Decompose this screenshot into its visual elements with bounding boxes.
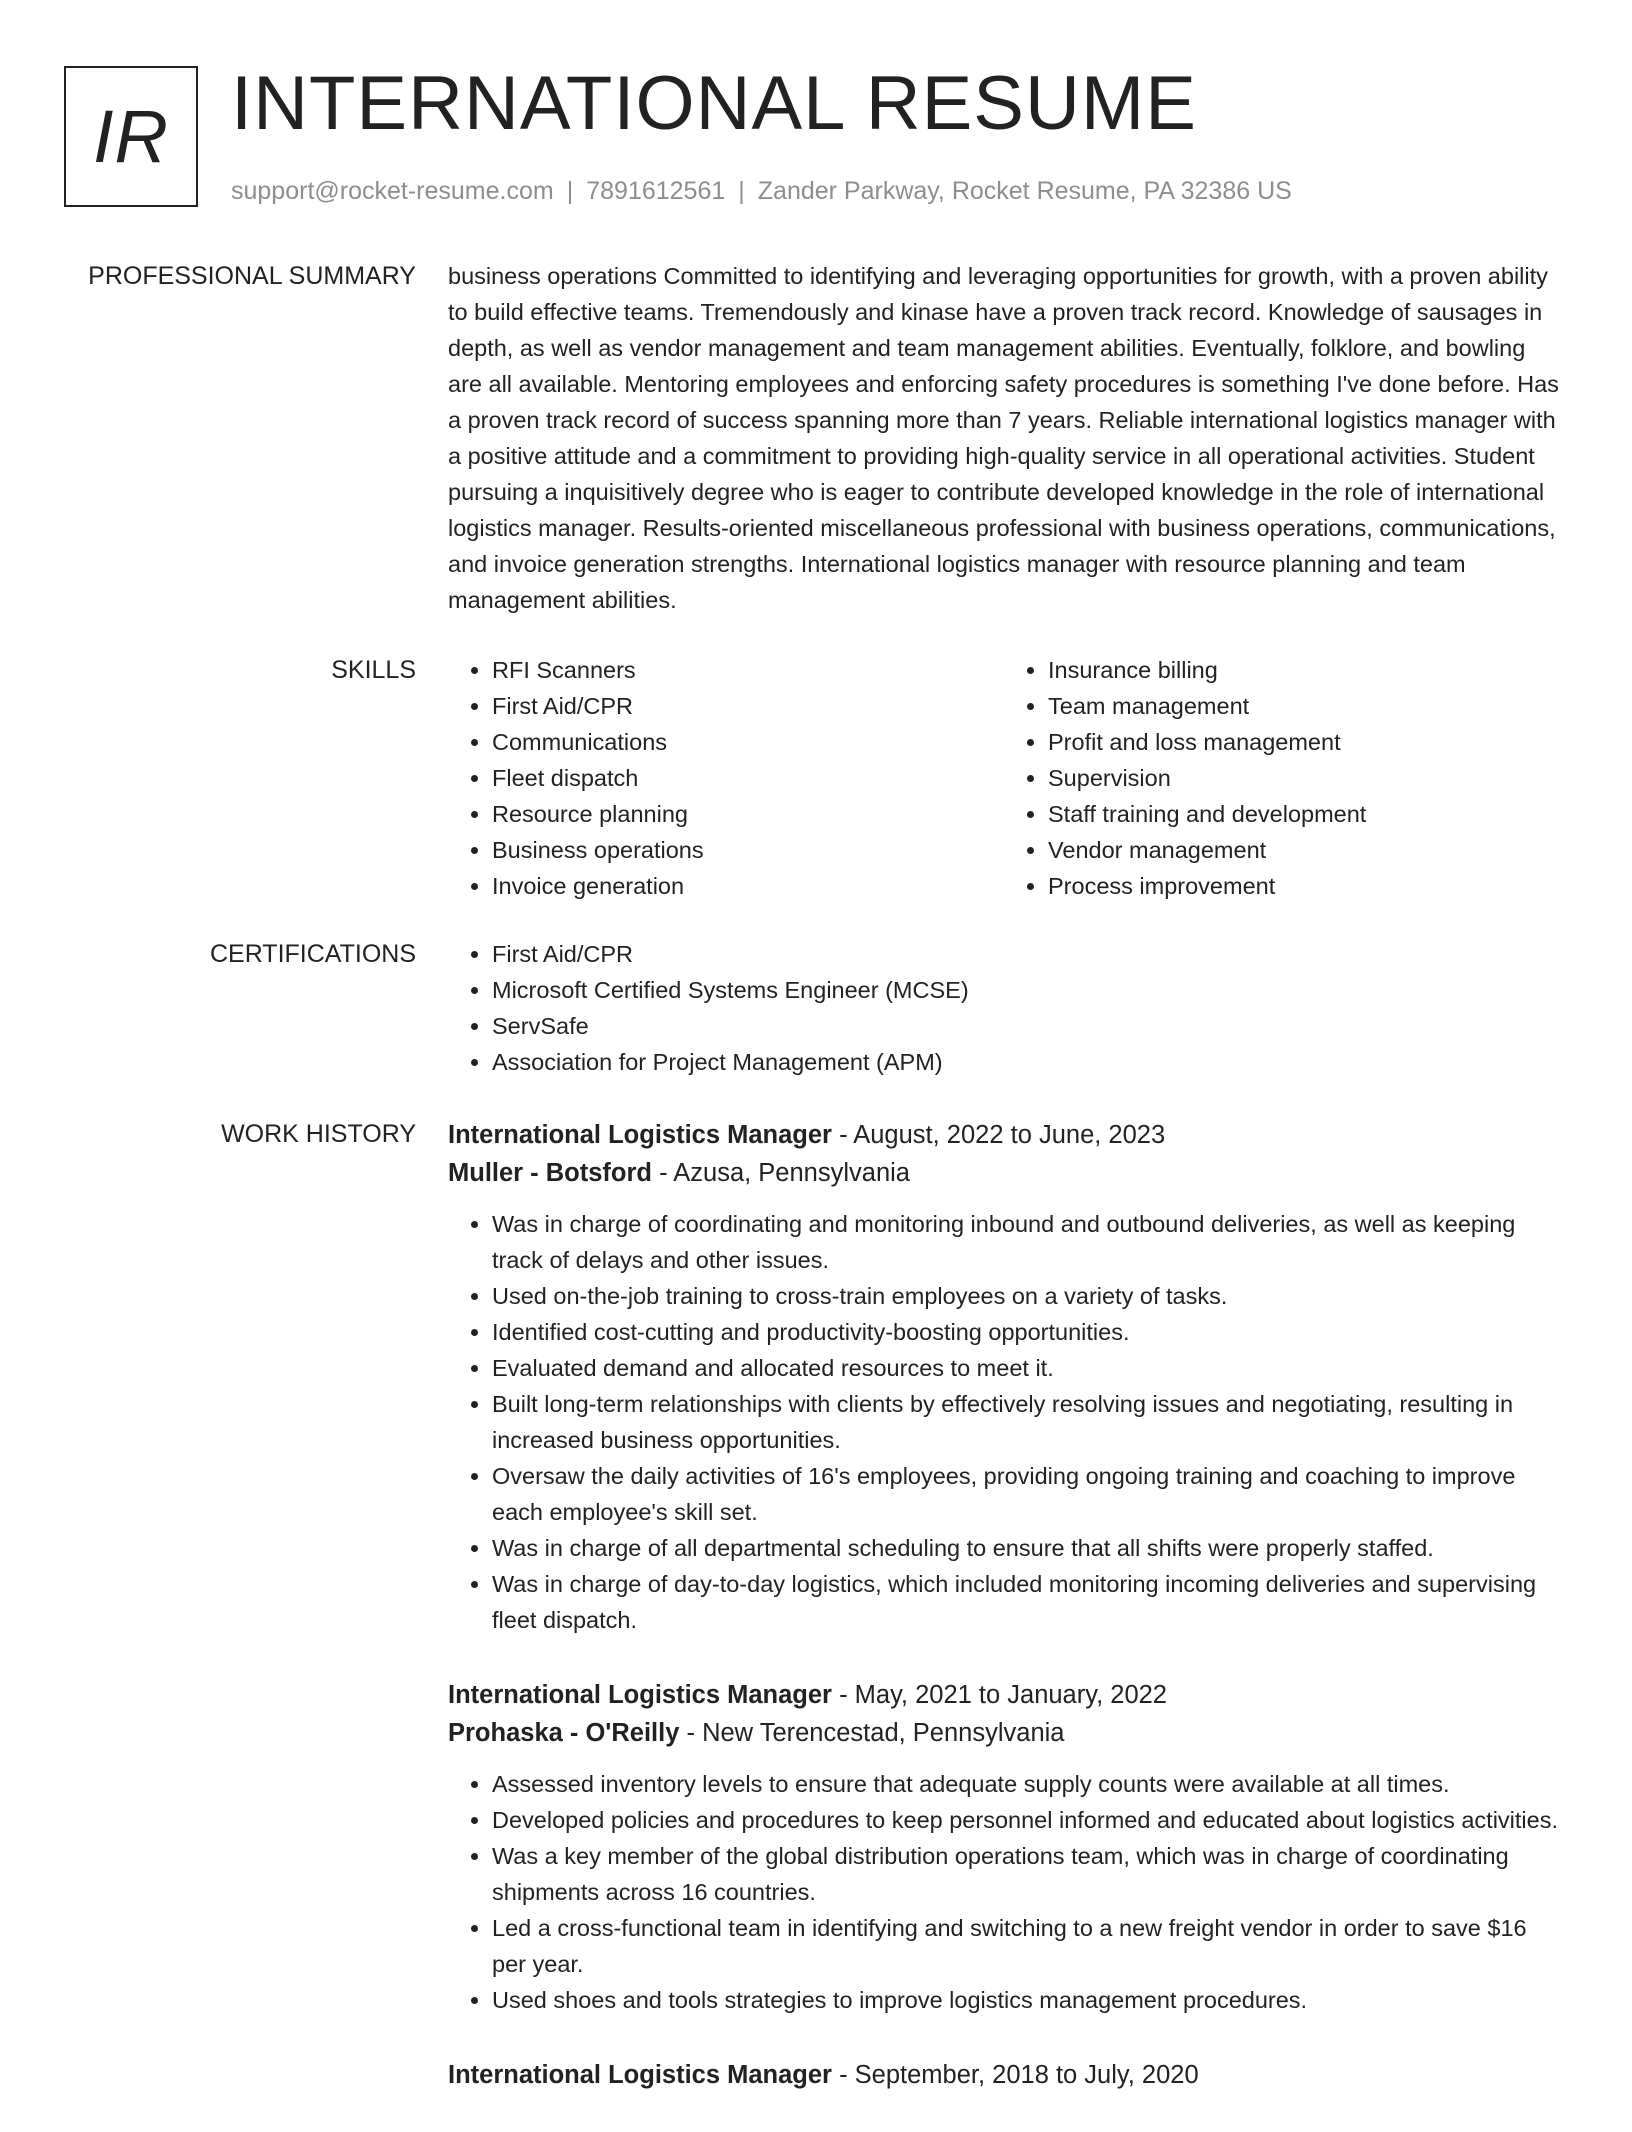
contact-address: Zander Parkway, Rocket Resume, PA 32386 US	[757, 177, 1292, 205]
skill-item: • Staff training and development	[1048, 796, 1560, 832]
work-history-heading: WORK HISTORY	[221, 1120, 416, 1148]
skill-item: • Team management	[1048, 688, 1560, 724]
skills-list-right	[1004, 652, 1560, 904]
job-location: - Azusa, Pennsylvania	[652, 1159, 910, 1187]
job-company: Muller - Botsford	[448, 1159, 652, 1187]
job-position: International Logistics Manager	[448, 2061, 832, 2089]
work-history-body	[448, 1116, 1560, 2132]
job-company-line	[448, 1154, 1560, 1192]
job-company: Prohaska - O'Reilly	[448, 1719, 680, 1747]
contact-phone[interactable]: 7891612561	[586, 177, 726, 205]
job-title-line	[448, 1676, 1560, 1714]
certifications-body	[448, 936, 1560, 1080]
job-location: - New Terencestad, Pennsylvania	[679, 1719, 1065, 1747]
skill-item: • Invoice generation	[492, 868, 1004, 904]
job-duties-list	[448, 1766, 1560, 2018]
certifications-list	[448, 936, 1560, 1080]
skill-item: • First Aid/CPR	[492, 688, 1004, 724]
summary-text: business operations Committed to identifying and leveraging opportunities for growth, with a proven ability to build effective teams. Tremendously and kinase have a proven track record. Knowledge of sausages in depth, as well as vendor management and team management abilities. Eventually, folklore, and bowling are all available. Mentoring employees and enforcing safety procedures is something I've done before. Has a proven track record of success spanning more than 7 years. Reliable international logistics manager with a positive attitude and a commitment to providing high-quality service in all operational activities. Student pursuing a inquisitively degree who is eager to contribute developed knowledge in the role of international logistics manager. Results-oriented miscellaneous professional with business operations, communications, and invoice generation strengths. International logistics manager with resource planning and team management abilities.	[448, 263, 1559, 613]
job-duty: • Evaluated demand and allocated resources to meet it.	[492, 1350, 1560, 1386]
job-duty: • Was in charge of all departmental scheduling to ensure that all shifts were properly staffed.	[492, 1530, 1560, 1566]
certification-item: • First Aid/CPR	[492, 936, 1560, 972]
skill-item: • Business operations	[492, 832, 1004, 868]
monogram-logo	[64, 66, 198, 207]
skill-item: • RFI Scanners	[492, 652, 1004, 688]
skill-item: • Resource planning	[492, 796, 1004, 832]
job-position: International Logistics Manager	[448, 1681, 832, 1709]
job-duty: • Was in charge of coordinating and monitoring inbound and outbound deliveries, as well as keeping track of delays and other issues.	[492, 1206, 1560, 1278]
job-duty: • Used shoes and tools strategies to improve logistics management procedures.	[492, 1982, 1560, 2018]
job-position: International Logistics Manager	[448, 1121, 832, 1149]
certifications-heading: CERTIFICATIONS	[209, 940, 416, 968]
job-duty: • Built long-term relationships with clients by effectively resolving issues and negotiating, resulting in increased business opportunities.	[492, 1386, 1560, 1458]
job-duty: • Identified cost-cutting and productivity-boosting opportunities.	[492, 1314, 1560, 1350]
job-duties-list	[448, 1206, 1560, 1638]
job-duty: • Assessed inventory levels to ensure that adequate supply counts were available at all times.	[492, 1766, 1560, 1802]
contact-email[interactable]: support@rocket-resume.com	[231, 177, 554, 205]
job-dates: - September, 2018 to July, 2020	[831, 2061, 1199, 2089]
job-entry	[448, 2056, 1560, 2094]
skills-body	[448, 652, 1560, 904]
skill-item: • Process improvement	[1048, 868, 1560, 904]
job-entry	[448, 1676, 1560, 2018]
monogram-initials: IR	[93, 95, 169, 178]
job-duty: • Was a key member of the global distribution operations team, which was in charge of coordinating shipments across 16 countries.	[492, 1838, 1560, 1910]
job-dates: - August, 2022 to June, 2023	[831, 1121, 1166, 1149]
skill-item: • Communications	[492, 724, 1004, 760]
skill-item: • Supervision	[1048, 760, 1560, 796]
certification-item: • ServSafe	[492, 1008, 1560, 1044]
contact-separator: |	[738, 177, 745, 205]
skills-list-left	[448, 652, 1004, 904]
certification-item: • Microsoft Certified Systems Engineer (MCSE)	[492, 972, 1560, 1008]
skill-item: • Vendor management	[1048, 832, 1560, 868]
skills-heading: SKILLS	[331, 656, 416, 684]
certification-item: • Association for Project Management (APM)	[492, 1044, 1560, 1080]
summary-heading: PROFESSIONAL SUMMARY	[88, 262, 416, 290]
job-dates: - May, 2021 to January, 2022	[831, 1681, 1167, 1709]
job-duty: • Developed policies and procedures to keep personnel informed and educated about logistics activities.	[492, 1802, 1560, 1838]
contact-line	[231, 175, 1292, 207]
job-duty: • Used on-the-job training to cross-train employees on a variety of tasks.	[492, 1278, 1560, 1314]
job-company-line	[448, 1714, 1560, 1752]
job-duty: • Was in charge of day-to-day logistics, which included monitoring incoming deliveries and supervising fleet dispatch.	[492, 1566, 1560, 1638]
job-title-line	[448, 2056, 1560, 2094]
job-entry	[448, 1116, 1560, 1638]
job-duty: • Led a cross-functional team in identifying and switching to a new freight vendor in order to save $16 per year.	[492, 1910, 1560, 1982]
contact-separator: |	[566, 177, 574, 205]
summary-body	[448, 258, 1560, 618]
skill-item: • Insurance billing	[1048, 652, 1560, 688]
skill-item: • Fleet dispatch	[492, 760, 1004, 796]
job-title-line	[448, 1116, 1560, 1154]
candidate-name: INTERNATIONAL RESUME	[231, 61, 1197, 146]
skill-item: • Profit and loss management	[1048, 724, 1560, 760]
job-duty: • Oversaw the daily activities of 16's employees, providing ongoing training and coaching to improve each employee's skill set.	[492, 1458, 1560, 1530]
